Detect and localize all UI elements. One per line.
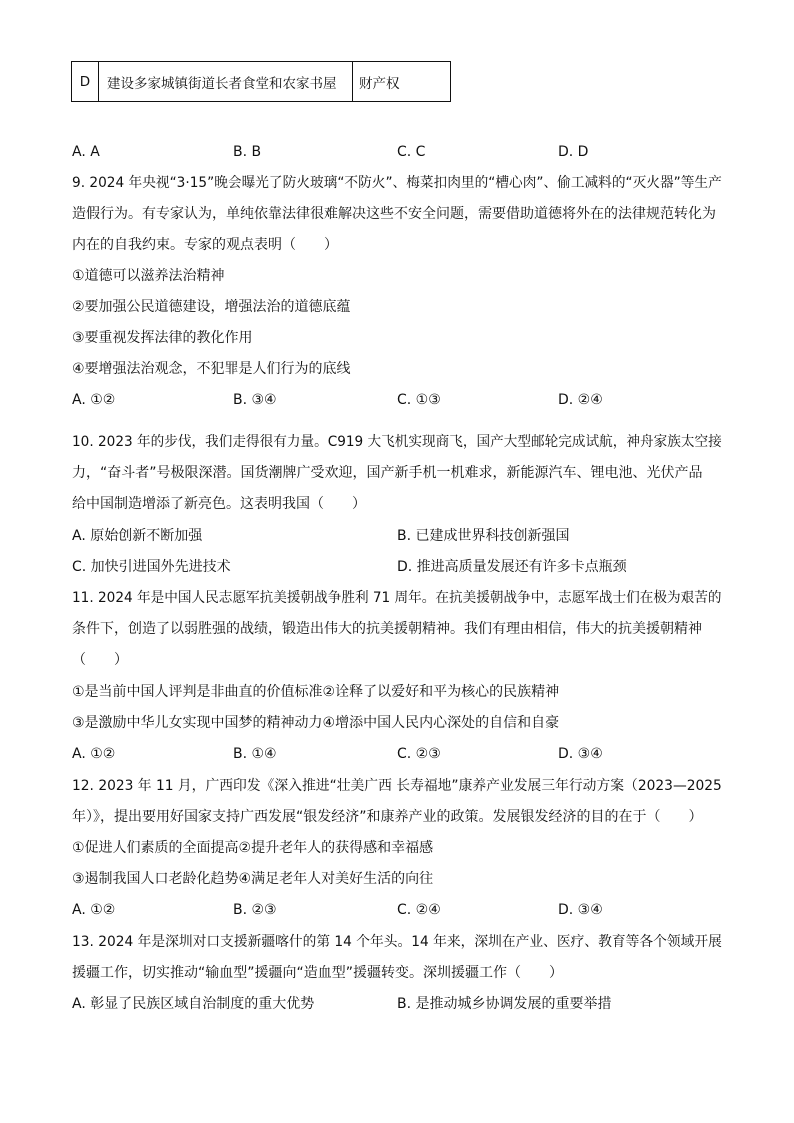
q10-option-b: B. 已建成世界科技创新强国 [397,528,570,544]
q10-option-d: D. 推进高质量发展还有许多卡点瓶颈 [397,559,627,575]
q9-item: ③要重视发挥法律的教化作用 [72,330,253,346]
q11-stem-line: （ ） [72,652,128,668]
q9-item: ①道德可以滋养法治精神 [72,268,225,284]
q8-option-a: A. A [72,144,100,160]
q9-option-a: A. ①② [72,392,116,408]
q12-option-a: A. ①② [72,902,116,918]
q10-stem-line: 给中国制造增添了新亮色。这表明我国（ ） [72,496,366,512]
q13-option-a: A. 彰显了民族区域自治制度的重大优势 [72,996,315,1012]
q10-stem-line: 10. 2023 年的步伐，我们走得很有力量。C919 大飞机实现商飞，国产大型邮轮完成试航，神舟家族太空接 [72,434,722,450]
q9-option-d: D. ②④ [558,392,603,408]
q10-option-a: A. 原始创新不断加强 [72,528,203,544]
q12-item: ①促进人们素质的全面提高②提升老年人的获得感和幸福感 [72,840,434,856]
row-label: D [72,62,99,101]
q8-option-b: B. B [233,144,262,160]
q10-option-c: C. 加快引进国外先进技术 [72,559,231,575]
q11-item: ③是激励中华儿女实现中国梦的精神动力④增添中国人民内心深处的自信和自豪 [72,715,560,731]
q13-stem-line: 援疆工作，切实推动“输血型”援疆向“造血型”援疆转变。深圳援疆工作（ ） [72,965,564,981]
q8-option-d: D. D [558,144,589,160]
q9-stem-line: 9. 2024 年央视“3·15”晚会曝光了防火玻璃“不防火”、梅菜扣肉里的“槽心肉”、偷工减料的“灭火器”等生产 [72,175,722,191]
q11-item: ①是当前中国人评判是非曲直的价值标准②诠释了以爱好和平为核心的民族精神 [72,684,560,700]
q12-item: ③遏制我国人口老龄化趋势④满足老年人对美好生活的向往 [72,871,434,887]
q12-option-d: D. ③④ [558,902,603,918]
q11-option-a: A. ①② [72,746,116,762]
q11-stem-line: 11. 2024 年是中国人民志愿军抗美援朝战争胜利 71 周年。在抗美援朝战争中，志愿军战士们在极为艰苦的 [72,590,722,606]
q8-option-c: C. C [397,144,426,160]
answer-table-row [71,61,451,102]
q11-option-b: B. ①④ [233,746,277,762]
q12-option-b: B. ②③ [233,902,277,918]
q13-stem-line: 13. 2024 年是深圳对口支援新疆喀什的第 14 个年头。14 年来，深圳在产业、医疗、教育等各个领域开展 [72,934,722,950]
q9-stem-line: 内在的自我约束。专家的观点表明（ ） [72,237,338,253]
q11-option-d: D. ③④ [558,746,603,762]
q9-option-b: B. ③④ [233,392,277,408]
q10-stem-line: 力，“奋斗者”号极限深潜。国货潮牌广受欢迎，国产新手机一机难求，新能源汽车、锂电池、光伏产品 [72,465,703,481]
q9-item: ④要增强法治观念，不犯罪是人们行为的底线 [72,361,351,377]
q12-stem-line: 年）》，提出要用好国家支持广西发展“银发经济”和康养产业的政策。发展银发经济的目的在于（ ） [72,809,703,825]
row-content: 建设多家城镇街道长者食堂和农家书屋 [99,62,353,101]
q9-item: ②要加强公民道德建设，增强法治的道德底蕴 [72,299,351,315]
q11-option-c: C. ②③ [397,746,441,762]
q9-option-c: C. ①③ [397,392,441,408]
q12-stem-line: 12. 2023 年 11 月，广西印发《深入推进“壮美广西 长寿福地”康养产业发展三年行动方案（2023—2025 [72,778,722,794]
q13-option-b: B. 是推动城乡协调发展的重要举措 [397,996,612,1012]
q9-stem-line: 造假行为。有专家认为，单纯依靠法律很难解决这些不安全问题，需要借助道德将外在的法律规范转化为 [72,206,716,222]
q12-option-c: C. ②④ [397,902,441,918]
q11-stem-line: 条件下，创造了以弱胜强的战绩，锻造出伟大的抗美援朝精神。我们有理由相信，伟大的抗美援朝精神 [72,621,702,637]
row-right: 财产权 [359,75,400,92]
